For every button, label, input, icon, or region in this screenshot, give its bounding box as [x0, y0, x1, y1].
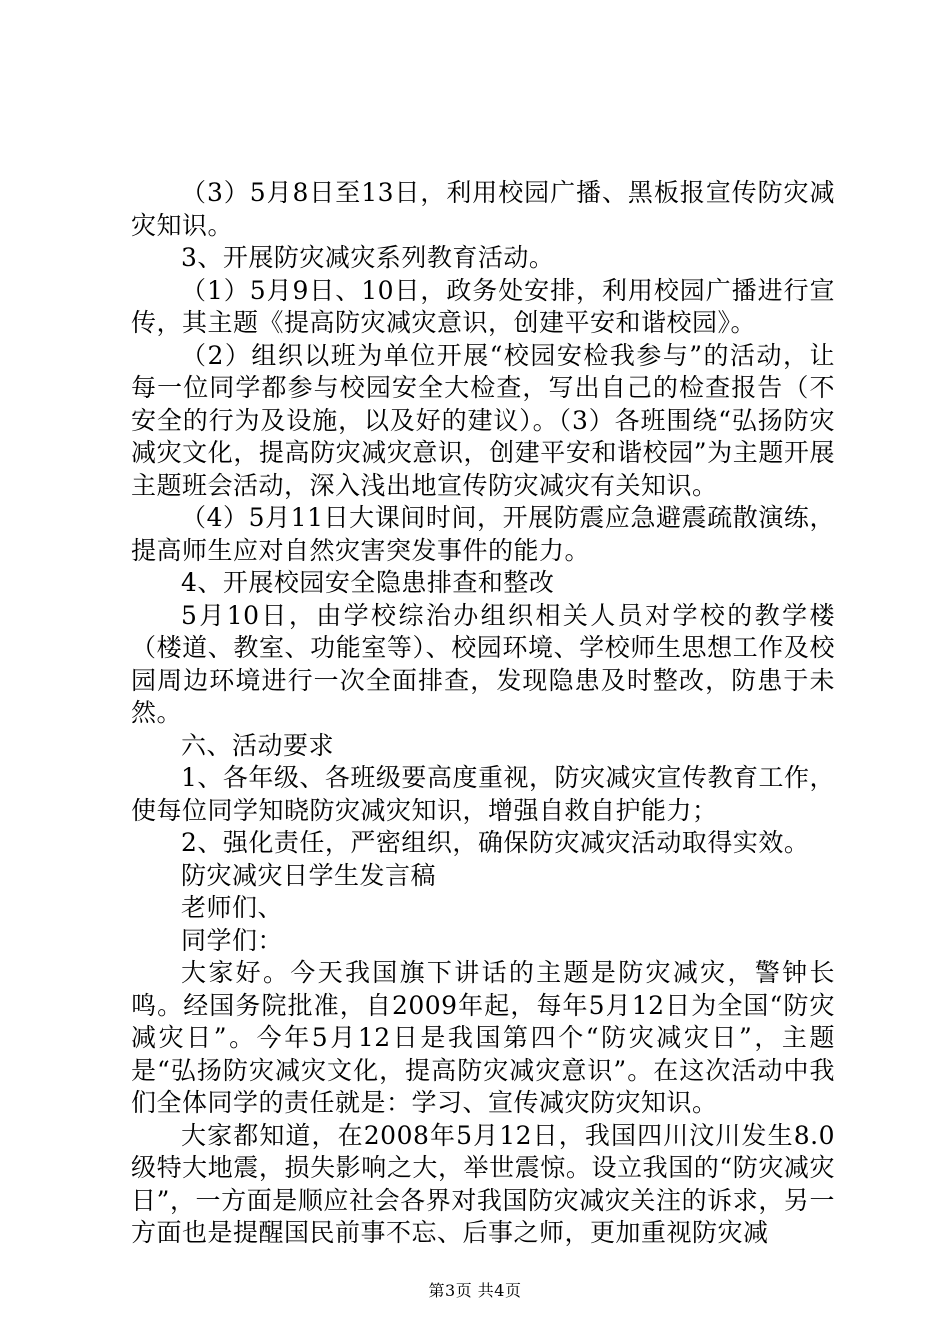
- salutation: 同学们：: [181, 925, 284, 955]
- paragraph: 1、各年级、各班级要高度重视，防灾减灾宣传教育工作，使每位同学知晓防灾减灾知识，增强自救自护能力；: [131, 763, 835, 825]
- salutation: 老师们、: [181, 893, 284, 922]
- document-body: [131, 177, 835, 1250]
- paragraph: 3、开展防灾减灾系列教育活动。: [181, 243, 555, 272]
- paragraph: 5月10日，由学校综治办组织相关人员对学校的教学楼（楼道、教室、功能室等）、校园环境、学校师生思想工作及校园周边环境进行一次全面排查，发现隐患及时整改，防患于未然。: [131, 600, 835, 727]
- paragraph: （3）5月8日至13日，利用校园广播、黑板报宣传防灾减灾知识。: [131, 178, 835, 240]
- page-number: 第3页 共4页: [428, 1281, 522, 1300]
- speech-title: 防灾减灾日学生发言稿: [181, 860, 437, 890]
- section-heading: 六、活动要求: [181, 730, 335, 760]
- paragraph: 大家好。今天我国旗下讲话的主题是防灾减灾，警钟长鸣。经国务院批准，自2009年起，每年5月12日为全国“防灾减灾日”。今年5月12日是我国第四个“防灾减灾日”，主题是“弘扬防灾减灾文化，提高防灾减灾意识”。在这次活动中我们全体同学的责任就是：学习、宣传减灾防灾知识。: [131, 958, 835, 1117]
- paragraph: 大家都知道，在2008年5月12日，我国四川汶川发生8.0级特大地震，损失影响之大，举世震惊。设立我国的“防灾减灾日”，一方面是顺应社会各界对我国防灾减灾关注的诉求，另一方面也是提醒国民前事不忘、后事之师，更加重视防灾减: [131, 1120, 835, 1247]
- section-heading: 4、开展校园安全隐患排查和整改: [181, 568, 555, 597]
- paragraph: 2、强化责任，严密组织，确保防灾减灾活动取得实效。: [181, 828, 810, 857]
- paragraph: （1）5月9日、10日，政务处安排，利用校园广播进行宣传，其主题《提高防灾减灾意识，创建平安和谐校园》。: [131, 275, 835, 337]
- paragraph: （2）组织以班为单位开展“校园安检我参与”的活动，让每一位同学都参与校园安全大检查，写出自己的检查报告（不安全的行为及设施，以及好的建议）。（3）各班围绕“弘扬防灾减灾文化，提高防灾减灾意识，创建平安和谐校园”为主题开展主题班会活动，深入浅出地宣传防灾减灾有关知识。: [131, 340, 835, 500]
- paragraph: （4）5月11日大课间时间，开展防震应急避震疏散演练，提高师生应对自然灾害突发事件的能力。: [131, 503, 835, 565]
